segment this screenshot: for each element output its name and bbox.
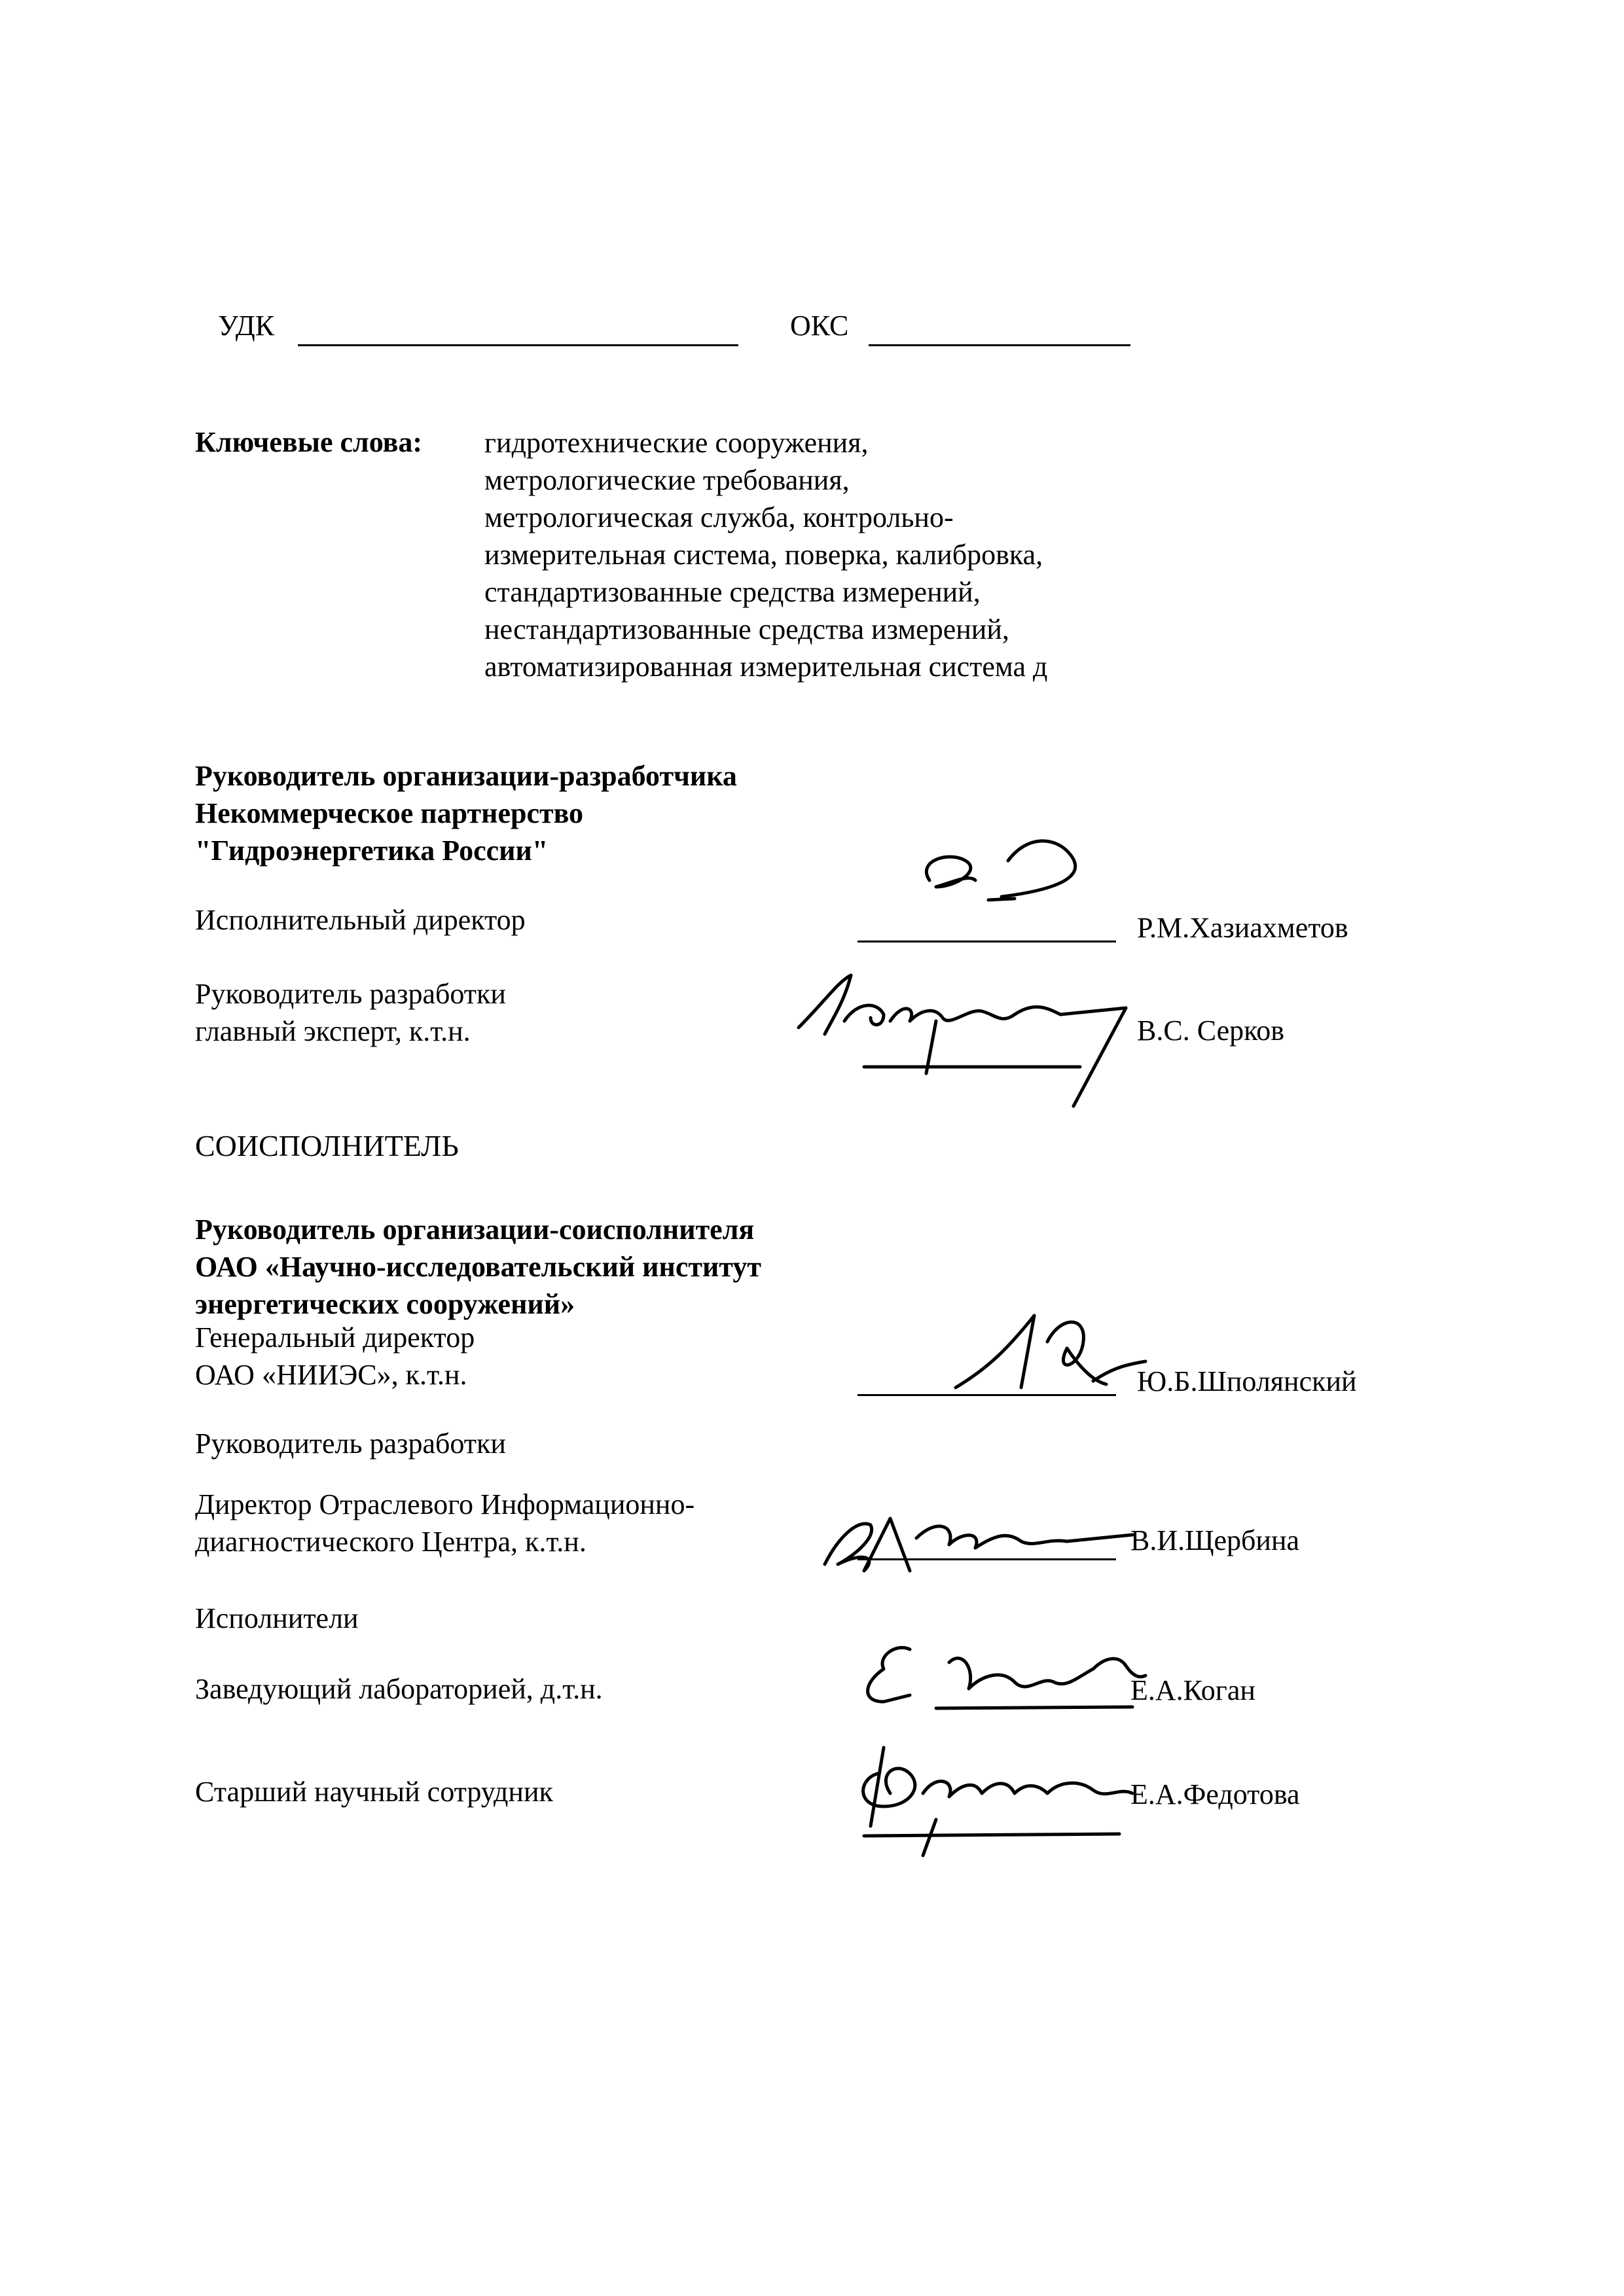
- executor2-name: Е.А.Федотова: [1130, 1778, 1300, 1810]
- developer-lead-line: главный эксперт, к.т.н.: [195, 1015, 471, 1047]
- co-executor-director-line: Генеральный директор: [195, 1321, 475, 1354]
- developer-heading-line: Некоммерческое партнерство: [195, 797, 584, 829]
- keyword-line: измерительная система, поверка, калибровка,: [484, 539, 1043, 571]
- udk-label: УДК: [218, 310, 275, 342]
- keywords-list: [484, 424, 1047, 685]
- co-executor-lead-name: В.И.Щербина: [1130, 1524, 1300, 1556]
- keyword-line: стандартизованные средства измерений,: [484, 576, 981, 608]
- co-executor-director-line: ОАО «НИИЭС», к.т.н.: [195, 1359, 467, 1391]
- oks-field-line: [869, 344, 1130, 346]
- director-signature-1: [903, 821, 1100, 926]
- udk-field-line: [298, 344, 738, 346]
- developer-lead-position: [195, 975, 506, 1050]
- lead-signature-2: [812, 1499, 1139, 1584]
- lead-signature-1: [785, 962, 1139, 1126]
- developer-director-name: Р.М.Хазиахметов: [1137, 912, 1348, 944]
- executor1-signature: [857, 1630, 1146, 1715]
- executor2-position: Старший научный сотрудник: [195, 1776, 553, 1808]
- developer-lead-name: В.С. Серков: [1137, 1014, 1285, 1047]
- director-signature-line-2: [857, 1394, 1116, 1396]
- keyword-line: гидротехнические сооружения,: [484, 427, 869, 459]
- keyword-line: метрологическая служба, контрольно-: [484, 501, 954, 533]
- executor2-signature: [844, 1734, 1146, 1859]
- keyword-line: нестандартизованные средства измерений,: [484, 613, 1009, 645]
- co-executor-director-position: [195, 1319, 475, 1393]
- co-executor-heading-line: Руководитель организации-соисполнителя: [195, 1213, 755, 1246]
- developer-heading-line: Руководитель организации-разработчика: [195, 760, 737, 792]
- oks-label: ОКС: [790, 310, 849, 342]
- director-signature-2: [949, 1302, 1159, 1407]
- co-executor-section-title: СОИСПОЛНИТЕЛЬ: [195, 1129, 459, 1162]
- keyword-line: автоматизированная измерительная система д: [484, 651, 1048, 683]
- keywords-label: Ключевые слова:: [195, 426, 423, 458]
- developer-lead-line: Руководитель разработки: [195, 978, 506, 1010]
- keyword-line: метрологические требования,: [484, 464, 850, 496]
- developer-heading-line: "Гидроэнергетика России": [195, 834, 549, 867]
- developer-org-heading: [195, 757, 737, 869]
- lead-signature-line-2: [857, 1558, 1116, 1560]
- co-executor-lead-position: [195, 1486, 695, 1560]
- executor1-position: Заведующий лабораторией, д.т.н.: [195, 1673, 603, 1705]
- co-executor-lead-line: диагностического Центра, к.т.н.: [195, 1526, 586, 1558]
- co-executor-lead-line: Директор Отраслевого Информационно-: [195, 1488, 695, 1520]
- co-executor-org-heading: [195, 1211, 761, 1323]
- executor1-name: Е.А.Коган: [1130, 1674, 1255, 1706]
- co-executor-heading-line: ОАО «Научно-исследовательский институт: [195, 1251, 762, 1283]
- director-signature-line-1: [857, 941, 1116, 942]
- executors-label: Исполнители: [195, 1602, 359, 1634]
- co-executor-lead-label: Руководитель разработки: [195, 1427, 506, 1460]
- co-executor-director-name: Ю.Б.Шполянский: [1137, 1365, 1357, 1397]
- co-executor-heading-line: энергетических сооружений»: [195, 1288, 575, 1320]
- developer-director-position: Исполнительный директор: [195, 904, 526, 936]
